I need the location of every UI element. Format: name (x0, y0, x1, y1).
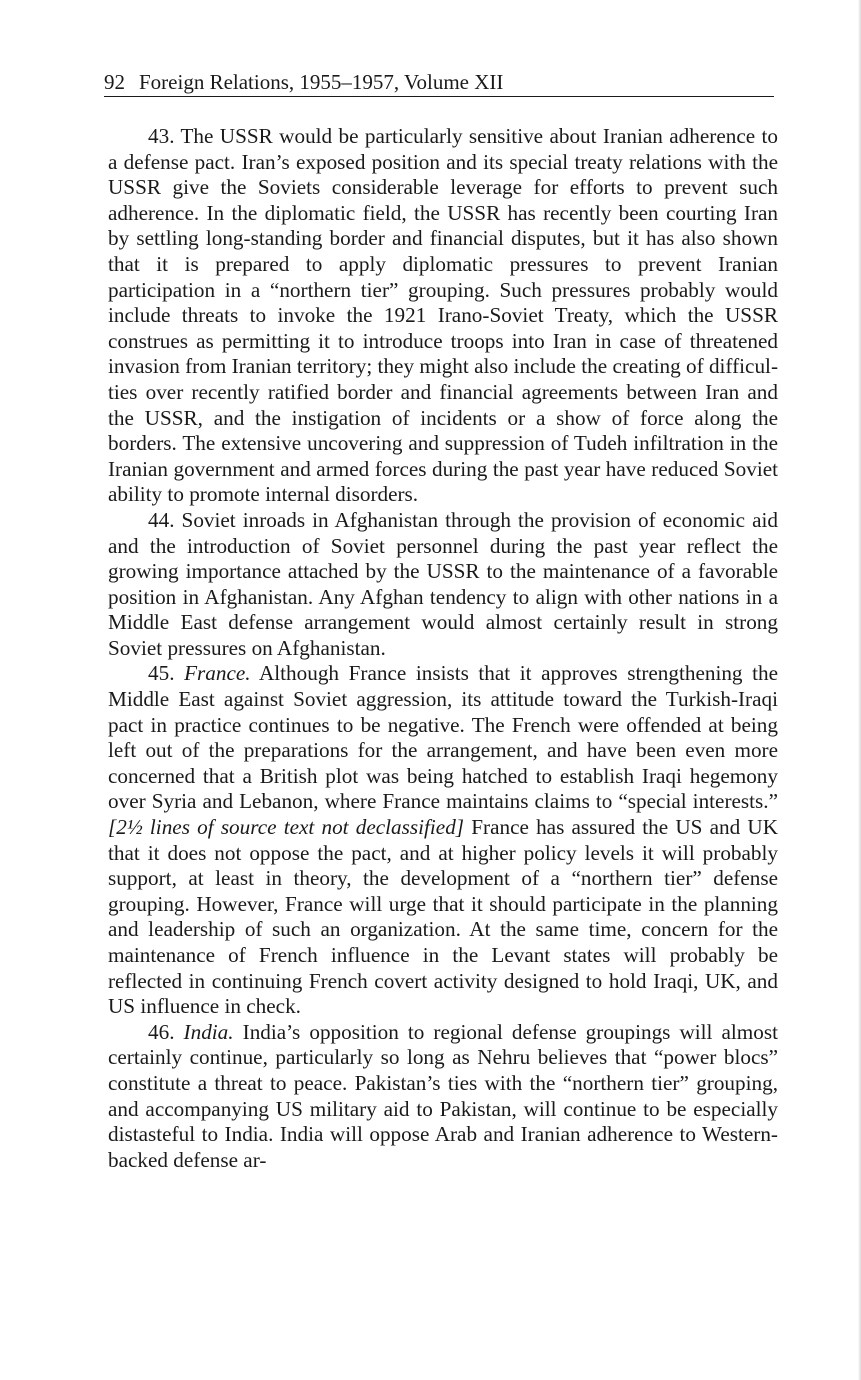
paragraph-text: Although France insists that it approves strengthening the Middle East against Soviet aggression, its attitude toward the Turkish-Iraqi pact in practice continues to be negative. The French were offended at being left out of the preparations for the arrangement, and have been even more concerned that a British plot was being hatched to establish Iraqi hegemony over Syria and Lebanon, where France maintains claims to “special interests.” (108, 661, 779, 814)
paragraph-43 (108, 124, 778, 508)
paragraph-number: 46. (148, 1019, 175, 1044)
paragraph-number: 44. (148, 507, 175, 532)
paragraph-heading: India. (183, 1019, 234, 1044)
paragraph-number: 45. (148, 661, 175, 686)
paragraph-number: 43. (148, 124, 175, 148)
paragraph-45 (108, 661, 778, 1019)
paragraph-heading: France. (184, 661, 251, 686)
paragraph-text: The USSR would be particularly sensitive about Iranian adherence to a defense pact. Iran’s exposed position and its special treaty relations with the USSR give the Soviets considerable leverage for efforts to prevent such adherence. In the diplomatic field, the USSR has recently been courting Iran by settling long-standing border and financial disputes, but it has also shown that it is prepared to apply diplomatic pressures to prevent Iranian participation in a “northern tier” grouping. Such pressures probably would include threats to invoke the 1921 Irano-Soviet Treaty, which the USSR construes as permitting it to introduce troops into Iran in case of threatened invasion from Iranian territory; they might also include the creating of difficulties over recently ratified border and financial agreements between Iran and the USSR, and the instigation of incidents or a show of force along the borders. The extensive uncovering and suppression of Tudeh infiltration in the Iranian government and armed forces during the past year have reduced Soviet ability to promote internal disorders. (108, 124, 778, 507)
paragraph-44 (108, 508, 778, 662)
running-title: Foreign Relations, 1955–1957, Volume XII (139, 70, 504, 94)
redaction-note: [2½ lines of source text not declassified] (108, 815, 465, 840)
running-header (104, 68, 774, 97)
paragraph-text-continued: France has assured the US and UK that it does not oppose the pact, and at higher policy levels it will probably support, at least in theory, the development of a “northern tier” defense grouping. However, France will urge that it should participate in the planning and leadership of such an organization. At the same time, concern for the maintenance of French influence in the Levant states will probably be reflected in continuing French covert activity designed to hold Iraqi, UK, and US influence in check. (108, 815, 779, 1019)
paragraph-46 (108, 1020, 778, 1174)
paragraph-text: India’s opposition to regional defense groupings will almost certainly continue, particularly so long as Nehru believes that “power blocs” constitute a threat to peace. Pakistan’s ties with the “northern tier” grouping, and accompanying US military aid to Pakistan, will continue to be especially distasteful to India. India will oppose Arab and Iranian adherence to Western-backed defense ar- (108, 1019, 778, 1172)
page-number: 92 (104, 70, 125, 94)
paragraph-text: Soviet inroads in Afghanistan through the provision of economic aid and the introduction of Soviet personnel during the past year reflect the growing importance attached by the USSR to the maintenance of a favorable position in Afghanistan. Any Afghan tendency to align with other nations in a Middle East defense arrangement would almost certainly result in strong Soviet pressures on Afghanistan. (108, 507, 779, 660)
body-text (108, 124, 778, 1173)
